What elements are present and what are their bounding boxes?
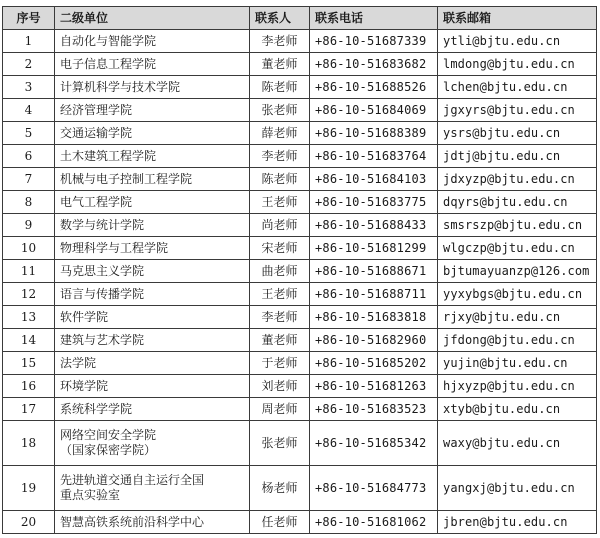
cell-contact: 周老师 <box>250 398 310 421</box>
unit-line: 语言与传播学院 <box>60 286 145 301</box>
cell-phone: +86-10-51682960 <box>310 329 438 352</box>
cell-email: jfdong@bjtu.edu.cn <box>438 329 597 352</box>
cell-unit <box>55 191 250 214</box>
header-email: 联系邮箱 <box>438 7 597 30</box>
cell-phone: +86-10-51683523 <box>310 398 438 421</box>
unit-line: 土木建筑工程学院 <box>60 148 157 163</box>
unit-line: 智慧高铁系统前沿科学中心 <box>60 514 205 529</box>
cell-phone: +86-10-51685202 <box>310 352 438 375</box>
cell-email: yyxybgs@bjtu.edu.cn <box>438 283 597 306</box>
cell-phone: +86-10-51683764 <box>310 145 438 168</box>
unit-line: 系统科学学院 <box>60 401 133 416</box>
cell-email: xtyb@bjtu.edu.cn <box>438 398 597 421</box>
unit-line: （国家保密学院） <box>60 443 157 457</box>
cell-unit <box>55 306 250 329</box>
table-row <box>3 30 597 53</box>
cell-unit <box>55 145 250 168</box>
cell-no: 10 <box>3 237 55 260</box>
cell-unit <box>55 53 250 76</box>
cell-email: lchen@bjtu.edu.cn <box>438 76 597 99</box>
cell-unit <box>55 122 250 145</box>
unit-line: 网络空间安全学院 <box>60 428 157 442</box>
cell-email: yangxj@bjtu.edu.cn <box>438 466 597 511</box>
cell-phone: +86-10-51684069 <box>310 99 438 122</box>
header-unit: 二级单位 <box>55 7 250 30</box>
cell-contact: 陈老师 <box>250 76 310 99</box>
cell-email: bjtumayuanzp@126.com <box>438 260 597 283</box>
cell-email: jbren@bjtu.edu.cn <box>438 511 597 534</box>
cell-email: rjxy@bjtu.edu.cn <box>438 306 597 329</box>
cell-email: hjxyzp@bjtu.edu.cn <box>438 375 597 398</box>
table-row <box>3 145 597 168</box>
cell-email: waxy@bjtu.edu.cn <box>438 421 597 466</box>
table-row <box>3 122 597 145</box>
cell-email: ysrs@bjtu.edu.cn <box>438 122 597 145</box>
cell-phone: +86-10-51688526 <box>310 76 438 99</box>
cell-email: wlgczp@bjtu.edu.cn <box>438 237 597 260</box>
header-phone: 联系电话 <box>310 7 438 30</box>
cell-unit <box>55 168 250 191</box>
cell-contact: 曲老师 <box>250 260 310 283</box>
cell-no: 2 <box>3 53 55 76</box>
unit-line: 马克思主义学院 <box>60 263 145 278</box>
cell-phone: +86-10-51688711 <box>310 283 438 306</box>
table-row <box>3 99 597 122</box>
unit-line: 电子信息工程学院 <box>60 56 157 71</box>
cell-contact: 杨老师 <box>250 466 310 511</box>
cell-email: lmdong@bjtu.edu.cn <box>438 53 597 76</box>
cell-phone: +86-10-51681299 <box>310 237 438 260</box>
cell-no: 6 <box>3 145 55 168</box>
table-row <box>3 421 597 466</box>
table-row <box>3 398 597 421</box>
cell-no: 12 <box>3 283 55 306</box>
cell-contact: 尚老师 <box>250 214 310 237</box>
cell-no: 1 <box>3 30 55 53</box>
cell-contact: 李老师 <box>250 145 310 168</box>
cell-no: 18 <box>3 421 55 466</box>
table-row <box>3 375 597 398</box>
table-header <box>3 7 597 30</box>
unit-line: 经济管理学院 <box>60 102 133 117</box>
header-contact: 联系人 <box>250 7 310 30</box>
cell-unit <box>55 352 250 375</box>
table-row <box>3 260 597 283</box>
cell-contact: 王老师 <box>250 283 310 306</box>
cell-phone: +86-10-51683682 <box>310 53 438 76</box>
cell-no: 9 <box>3 214 55 237</box>
header-no: 序号 <box>3 7 55 30</box>
unit-line: 建筑与艺术学院 <box>60 332 145 347</box>
cell-contact: 于老师 <box>250 352 310 375</box>
cell-no: 14 <box>3 329 55 352</box>
cell-email: jdxyzp@bjtu.edu.cn <box>438 168 597 191</box>
cell-phone: +86-10-51681263 <box>310 375 438 398</box>
cell-unit <box>55 375 250 398</box>
cell-email: jdtj@bjtu.edu.cn <box>438 145 597 168</box>
cell-phone: +86-10-51688671 <box>310 260 438 283</box>
cell-no: 20 <box>3 511 55 534</box>
table-row <box>3 53 597 76</box>
cell-unit <box>55 99 250 122</box>
cell-phone: +86-10-51683818 <box>310 306 438 329</box>
unit-line: 计算机科学与技术学院 <box>60 79 181 94</box>
cell-no: 3 <box>3 76 55 99</box>
cell-phone: +86-10-51687339 <box>310 30 438 53</box>
cell-unit <box>55 237 250 260</box>
cell-phone: +86-10-51685342 <box>310 421 438 466</box>
unit-line: 软件学院 <box>60 309 109 324</box>
cell-unit <box>55 214 250 237</box>
cell-contact: 李老师 <box>250 30 310 53</box>
cell-email: dqyrs@bjtu.edu.cn <box>438 191 597 214</box>
cell-phone: +86-10-51683775 <box>310 191 438 214</box>
cell-contact: 薛老师 <box>250 122 310 145</box>
cell-contact: 董老师 <box>250 329 310 352</box>
cell-unit <box>55 260 250 283</box>
unit-line: 重点实验室 <box>60 488 121 502</box>
table-row <box>3 306 597 329</box>
cell-no: 19 <box>3 466 55 511</box>
cell-unit <box>55 30 250 53</box>
table-row <box>3 329 597 352</box>
cell-email: yujin@bjtu.edu.cn <box>438 352 597 375</box>
cell-unit <box>55 511 250 534</box>
cell-contact: 陈老师 <box>250 168 310 191</box>
cell-phone: +86-10-51688389 <box>310 122 438 145</box>
table-row <box>3 168 597 191</box>
header-row <box>3 7 597 30</box>
table-body <box>3 30 597 534</box>
cell-unit <box>55 466 250 511</box>
table-row <box>3 237 597 260</box>
cell-phone: +86-10-51684773 <box>310 466 438 511</box>
cell-contact: 宋老师 <box>250 237 310 260</box>
cell-no: 11 <box>3 260 55 283</box>
cell-unit <box>55 283 250 306</box>
cell-no: 8 <box>3 191 55 214</box>
cell-no: 16 <box>3 375 55 398</box>
cell-contact: 刘老师 <box>250 375 310 398</box>
cell-no: 7 <box>3 168 55 191</box>
cell-email: ytli@bjtu.edu.cn <box>438 30 597 53</box>
unit-line: 数学与统计学院 <box>60 217 145 232</box>
cell-contact: 张老师 <box>250 421 310 466</box>
unit-line: 环境学院 <box>60 378 109 393</box>
cell-contact: 王老师 <box>250 191 310 214</box>
unit-line: 电气工程学院 <box>60 194 133 209</box>
cell-email: smsrszp@bjtu.edu.cn <box>438 214 597 237</box>
cell-phone: +86-10-51688433 <box>310 214 438 237</box>
cell-unit <box>55 421 250 466</box>
cell-contact: 任老师 <box>250 511 310 534</box>
table-row <box>3 76 597 99</box>
cell-no: 15 <box>3 352 55 375</box>
unit-line: 物理科学与工程学院 <box>60 240 169 255</box>
table-row <box>3 511 597 534</box>
table-row <box>3 352 597 375</box>
cell-unit <box>55 76 250 99</box>
unit-line: 先进轨道交通自主运行全国 <box>60 473 205 487</box>
cell-contact: 李老师 <box>250 306 310 329</box>
cell-unit <box>55 398 250 421</box>
table-row <box>3 466 597 511</box>
cell-phone: +86-10-51681062 <box>310 511 438 534</box>
table-row <box>3 214 597 237</box>
unit-line: 自动化与智能学院 <box>60 33 157 48</box>
table-row <box>3 283 597 306</box>
contacts-table <box>2 6 597 534</box>
unit-line: 法学院 <box>60 355 97 370</box>
unit-line: 机械与电子控制工程学院 <box>60 171 193 186</box>
cell-no: 5 <box>3 122 55 145</box>
cell-no: 13 <box>3 306 55 329</box>
cell-no: 17 <box>3 398 55 421</box>
cell-email: jgxyrs@bjtu.edu.cn <box>438 99 597 122</box>
table-row <box>3 191 597 214</box>
cell-contact: 董老师 <box>250 53 310 76</box>
cell-no: 4 <box>3 99 55 122</box>
cell-unit <box>55 329 250 352</box>
cell-phone: +86-10-51684103 <box>310 168 438 191</box>
cell-contact: 张老师 <box>250 99 310 122</box>
unit-line: 交通运输学院 <box>60 125 133 140</box>
